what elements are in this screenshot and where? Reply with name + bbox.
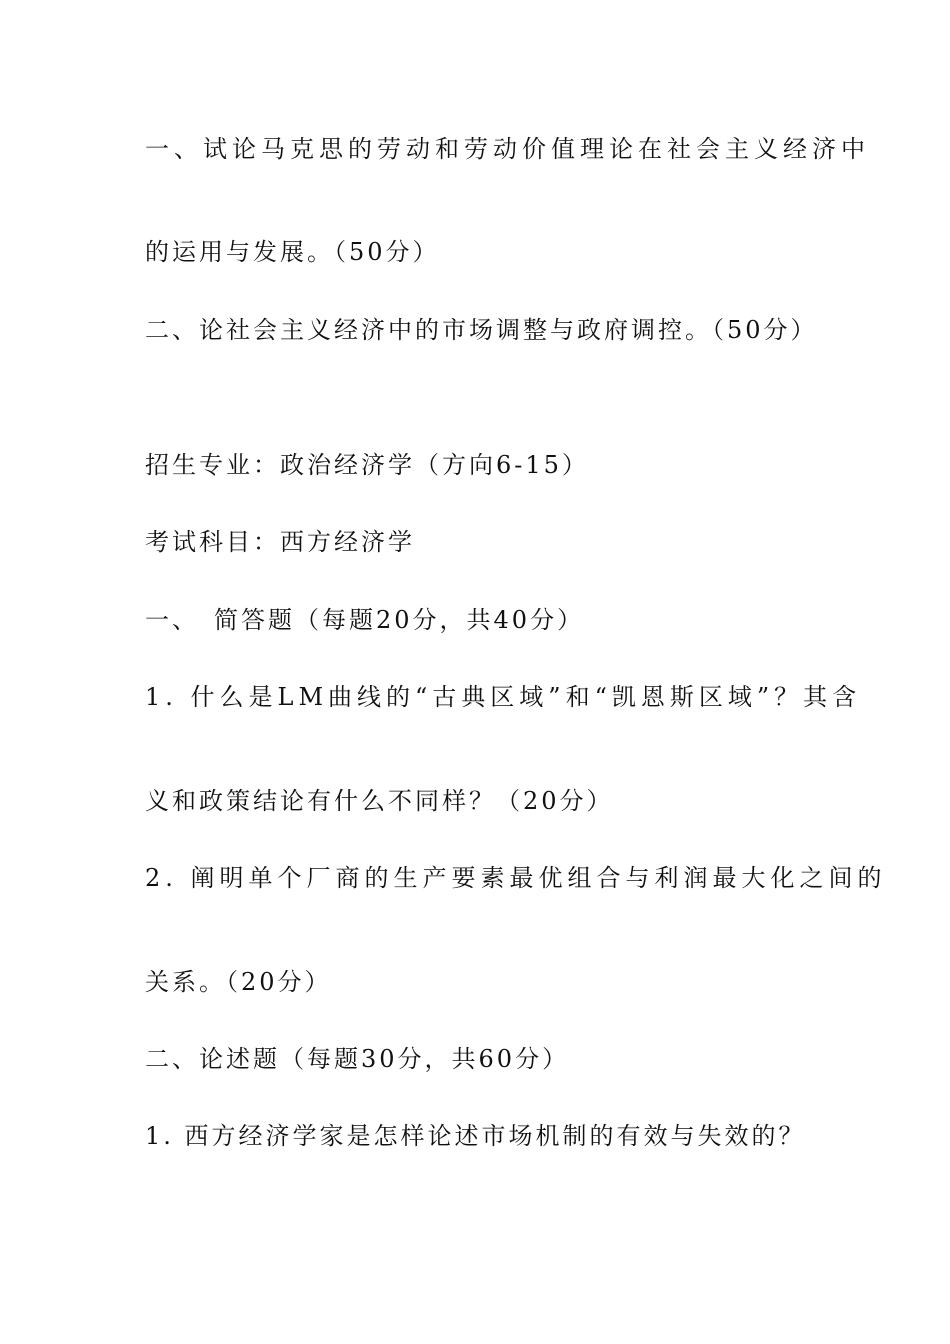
- text-line-item2-part2: 关系。（20分）: [145, 968, 332, 996]
- text-line-section1-heading: 一、 简答题（每题20分，共40分）: [145, 606, 585, 634]
- text-line-subject: 考试科目：西方经济学: [145, 528, 415, 556]
- text-line-q1-part1: 一、试论马克思的劳动和劳动价值理论在社会主义经济中: [145, 135, 870, 163]
- text-line-item2-part1: 2. 阐明单个厂商的生产要素最优组合与利润最大化之间的: [145, 864, 887, 892]
- text-line-q1-part2: 的运用与发展。（50分）: [145, 238, 440, 266]
- text-line-item1-part2: 义和政策结论有什么不同样？（20分）: [145, 787, 614, 815]
- text-line-essay1: 1. 西方经济学家是怎样论述市场机制的有效与失效的？: [145, 1122, 806, 1150]
- text-line-section2-heading: 二、论述题（每题30分，共60分）: [145, 1045, 570, 1073]
- text-line-major: 招生专业：政治经济学（方向6-15）: [145, 451, 589, 479]
- text-line-q2: 二、论社会主义经济中的市场调整与政府调控。（50分）: [145, 316, 818, 344]
- text-line-item1-part1: 1. 什么是LM曲线的“古典区域”和“凯恩斯区域”？其含: [145, 683, 862, 711]
